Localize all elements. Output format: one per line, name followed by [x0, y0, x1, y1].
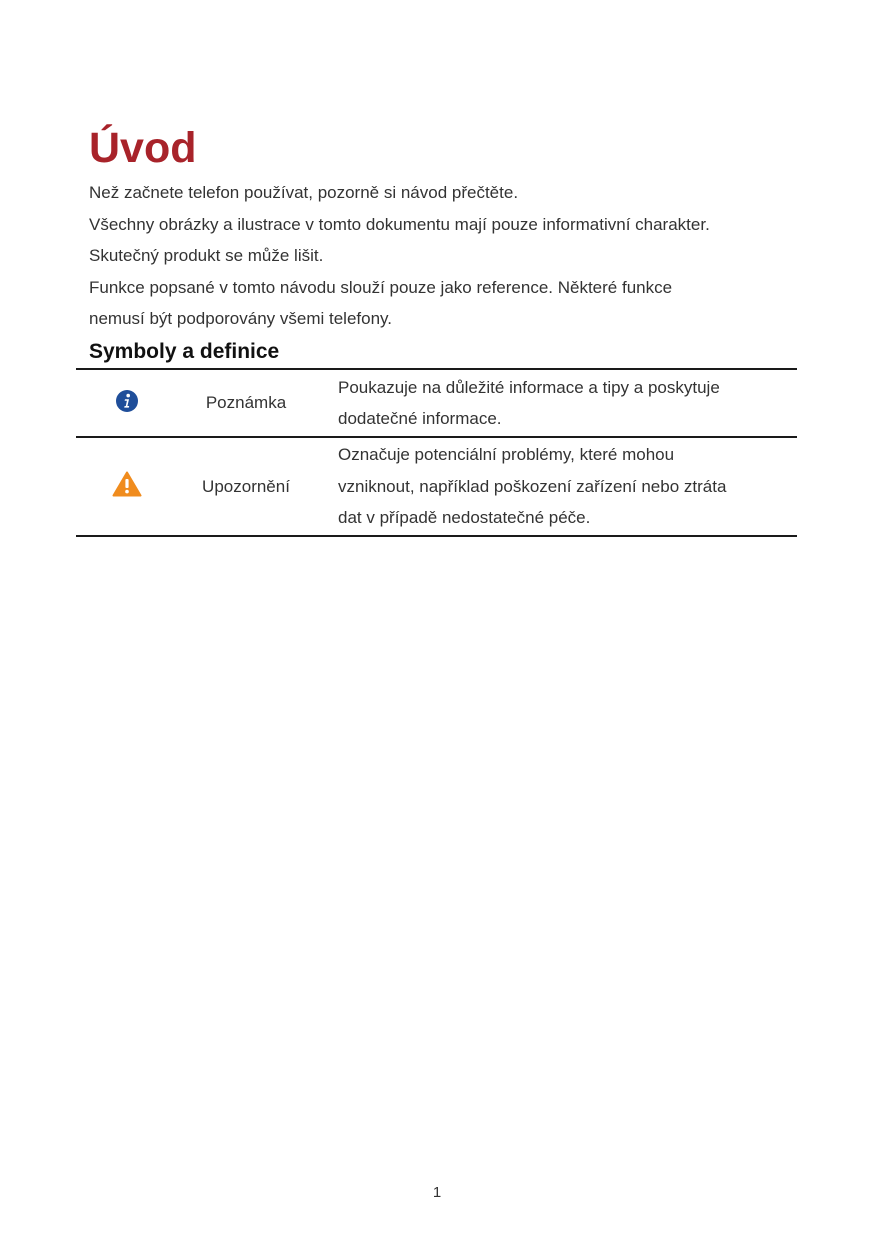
symbols-table: [76, 368, 797, 537]
table-row-warning: [76, 437, 797, 536]
intro-line: Funkce popsané v tomto návodu slouží pouze jako reference. Některé funkce: [89, 277, 673, 297]
description-line: Poukazuje na důležité informace a tipy a poskytuje: [338, 377, 720, 397]
warning-icon: [112, 471, 142, 502]
intro-line: nemusí být podporovány všemi telefony.: [89, 309, 393, 328]
intro-text: [89, 177, 809, 335]
description-line: vzniknout, například poškození zařízení nebo ztráta: [338, 476, 727, 496]
description-line: dodatečné informace.: [338, 409, 502, 428]
table-row-note: [76, 369, 797, 437]
intro-line: Než začnete telefon používat, pozorně si návod přečtěte.: [89, 183, 519, 202]
symbol-label: Upozornění: [202, 476, 290, 496]
description-line: Označuje potenciální problémy, které mohou: [338, 445, 675, 465]
symbol-label: Poznámka: [205, 393, 287, 412]
symbol-description: [314, 437, 797, 536]
icon-cell: [76, 437, 178, 536]
description-line: dat v případě nedostatečné péče.: [338, 508, 591, 528]
intro-line: Všechny obrázky a ilustrace v tomto dokumentu mají pouze informativní charakter.: [89, 214, 710, 234]
page-number: 1: [432, 1184, 442, 1201]
section-heading: Symboly a definice: [89, 340, 280, 363]
page-title: Úvod: [89, 124, 197, 172]
info-icon: [115, 389, 139, 418]
intro-line: Skutečný produkt se může lišit.: [89, 246, 324, 265]
icon-cell: [76, 369, 178, 437]
symbol-description: [314, 369, 797, 437]
